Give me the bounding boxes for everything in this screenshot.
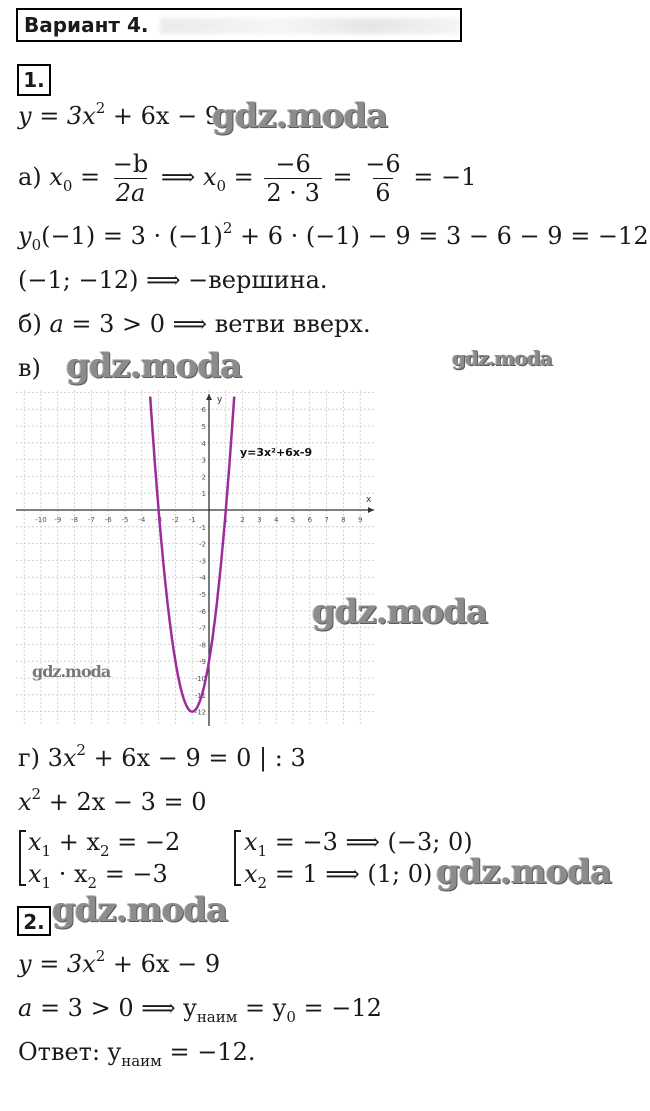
x-axis-label: x — [366, 495, 372, 505]
x-tick-label: 8 — [341, 516, 346, 524]
system-bracket-1 — [19, 830, 26, 886]
part-b-line: б) a = 3 > 0 ⟹ ветви вверх. — [18, 310, 371, 338]
y-tick-label: 5 — [201, 423, 206, 431]
vieta-product: $x_1 \cdot x_2 = -3$ — [28, 860, 168, 892]
x-tick-label: 2 — [240, 516, 245, 524]
y-tick-label: 6 — [201, 406, 206, 415]
watermark: gdz.moda — [312, 592, 488, 632]
y-tick-label: 3 — [201, 456, 206, 465]
x-tick-label: 6 — [307, 516, 313, 524]
watermark: gdz.moda — [66, 346, 242, 386]
x-tick-label: -4 — [138, 516, 146, 524]
x-tick-label: -8 — [71, 516, 79, 524]
root-2: $x_2 = 1$ ⟹ (1; 0) — [244, 860, 433, 892]
fraction-2: $\frac{-6}{2 \cdot 3}$ — [266, 150, 320, 207]
x-tick-label: 4 — [273, 516, 279, 524]
fraction-1: $\frac{-b}{2a}$ — [112, 150, 149, 207]
y-axis-arrow — [206, 394, 212, 400]
y-tick-label: -8 — [199, 641, 206, 650]
variant-header — [16, 8, 462, 42]
x-tick-label: -6 — [104, 516, 112, 524]
watermark: gdz.moda — [32, 662, 111, 681]
x-tick-label: 1 — [223, 516, 229, 524]
watermark: gdz.moda — [52, 890, 228, 930]
x-tick-label: 3 — [257, 516, 262, 524]
vertex-line: (−1; −12) ⟹ −вершина. — [18, 266, 328, 294]
y-tick-label: -1 — [199, 523, 206, 532]
y-tick-label: -12 — [194, 708, 206, 717]
x-tick-label: -2 — [171, 516, 179, 524]
variant-title: Вариант 4. — [24, 13, 149, 37]
graph-function-label: y=3x²+6x-9 — [240, 446, 313, 459]
x-tick-label: -1 — [188, 516, 196, 524]
y-tick-label: -9 — [199, 658, 206, 667]
part-a-line: а) $x_0$ = $\frac{-b}{2a}$ ⟹ $x_0$ = $\frac{-6}{2 \cdot 3}$ = $\frac{-6}{6}$ = −1 — [18, 150, 477, 207]
y-tick-label: -5 — [199, 591, 206, 599]
task-number-1: 1. — [17, 64, 51, 96]
y-tick-label: -2 — [199, 540, 206, 549]
y-tick-label: -3 — [199, 557, 206, 566]
x-tick-label: 9 — [357, 516, 363, 524]
task2-function: $y = 3x^2 + 6x - 9$ — [18, 947, 221, 978]
vieta-sum: $x_1 + x_2 = -2$ — [28, 828, 181, 860]
x-tick-label: -3 — [155, 516, 163, 524]
watermark: gdz.moda — [452, 346, 552, 370]
x-tick-label: -5 — [121, 516, 129, 524]
y-tick-label: 4 — [201, 439, 206, 448]
y-tick-label: -7 — [199, 624, 206, 633]
part-g-line: г) $3x^2 + 6x - 9 = 0$ | : 3 — [18, 741, 306, 772]
part-v-label: в) — [18, 354, 41, 382]
x-tick-label: -9 — [54, 516, 62, 524]
x-tick-label: -7 — [87, 516, 95, 524]
y-tick-label: 1 — [201, 490, 206, 499]
x-tick-label: 7 — [324, 516, 329, 524]
system-bracket-2 — [234, 830, 241, 886]
task2-min-line: a = 3 > 0 ⟹ $y_{наим} = y_0 = -12$ — [18, 994, 382, 1026]
y-tick-label: -11 — [194, 691, 206, 700]
fraction-3: $\frac{-6}{6}$ — [365, 150, 401, 207]
x-tick-label: -10 — [35, 516, 47, 524]
y0-computation: $y_0(-1) = 3 \cdot (-1)^2 + 6 \cdot (-1) - 9 = 3 - 6 - 9 = -12$ — [18, 219, 649, 254]
y-tick-label: -6 — [199, 607, 206, 616]
reduced-equation: $x^2 + 2x - 3 = 0$ — [18, 785, 207, 816]
task1-function: $y = 3x^2 + 6x - 9$ — [18, 99, 221, 130]
y-tick-label: -4 — [199, 574, 206, 583]
header-blurred-area — [160, 18, 460, 34]
y-axis-label: y — [217, 395, 223, 405]
task-number-2: 2. — [17, 906, 51, 936]
root-1: $x_1 = -3$ ⟹ (−3; 0) — [244, 828, 473, 860]
x-axis-arrow — [368, 507, 374, 513]
task2-answer: Ответ: $y_{наим} = -12$. — [18, 1038, 256, 1070]
x-tick-label: 5 — [290, 516, 296, 524]
watermark: gdz.moda — [212, 96, 388, 136]
y-tick-label: -10 — [194, 675, 206, 683]
watermark: gdz.moda — [436, 852, 612, 892]
y-tick-label: 2 — [201, 473, 206, 482]
